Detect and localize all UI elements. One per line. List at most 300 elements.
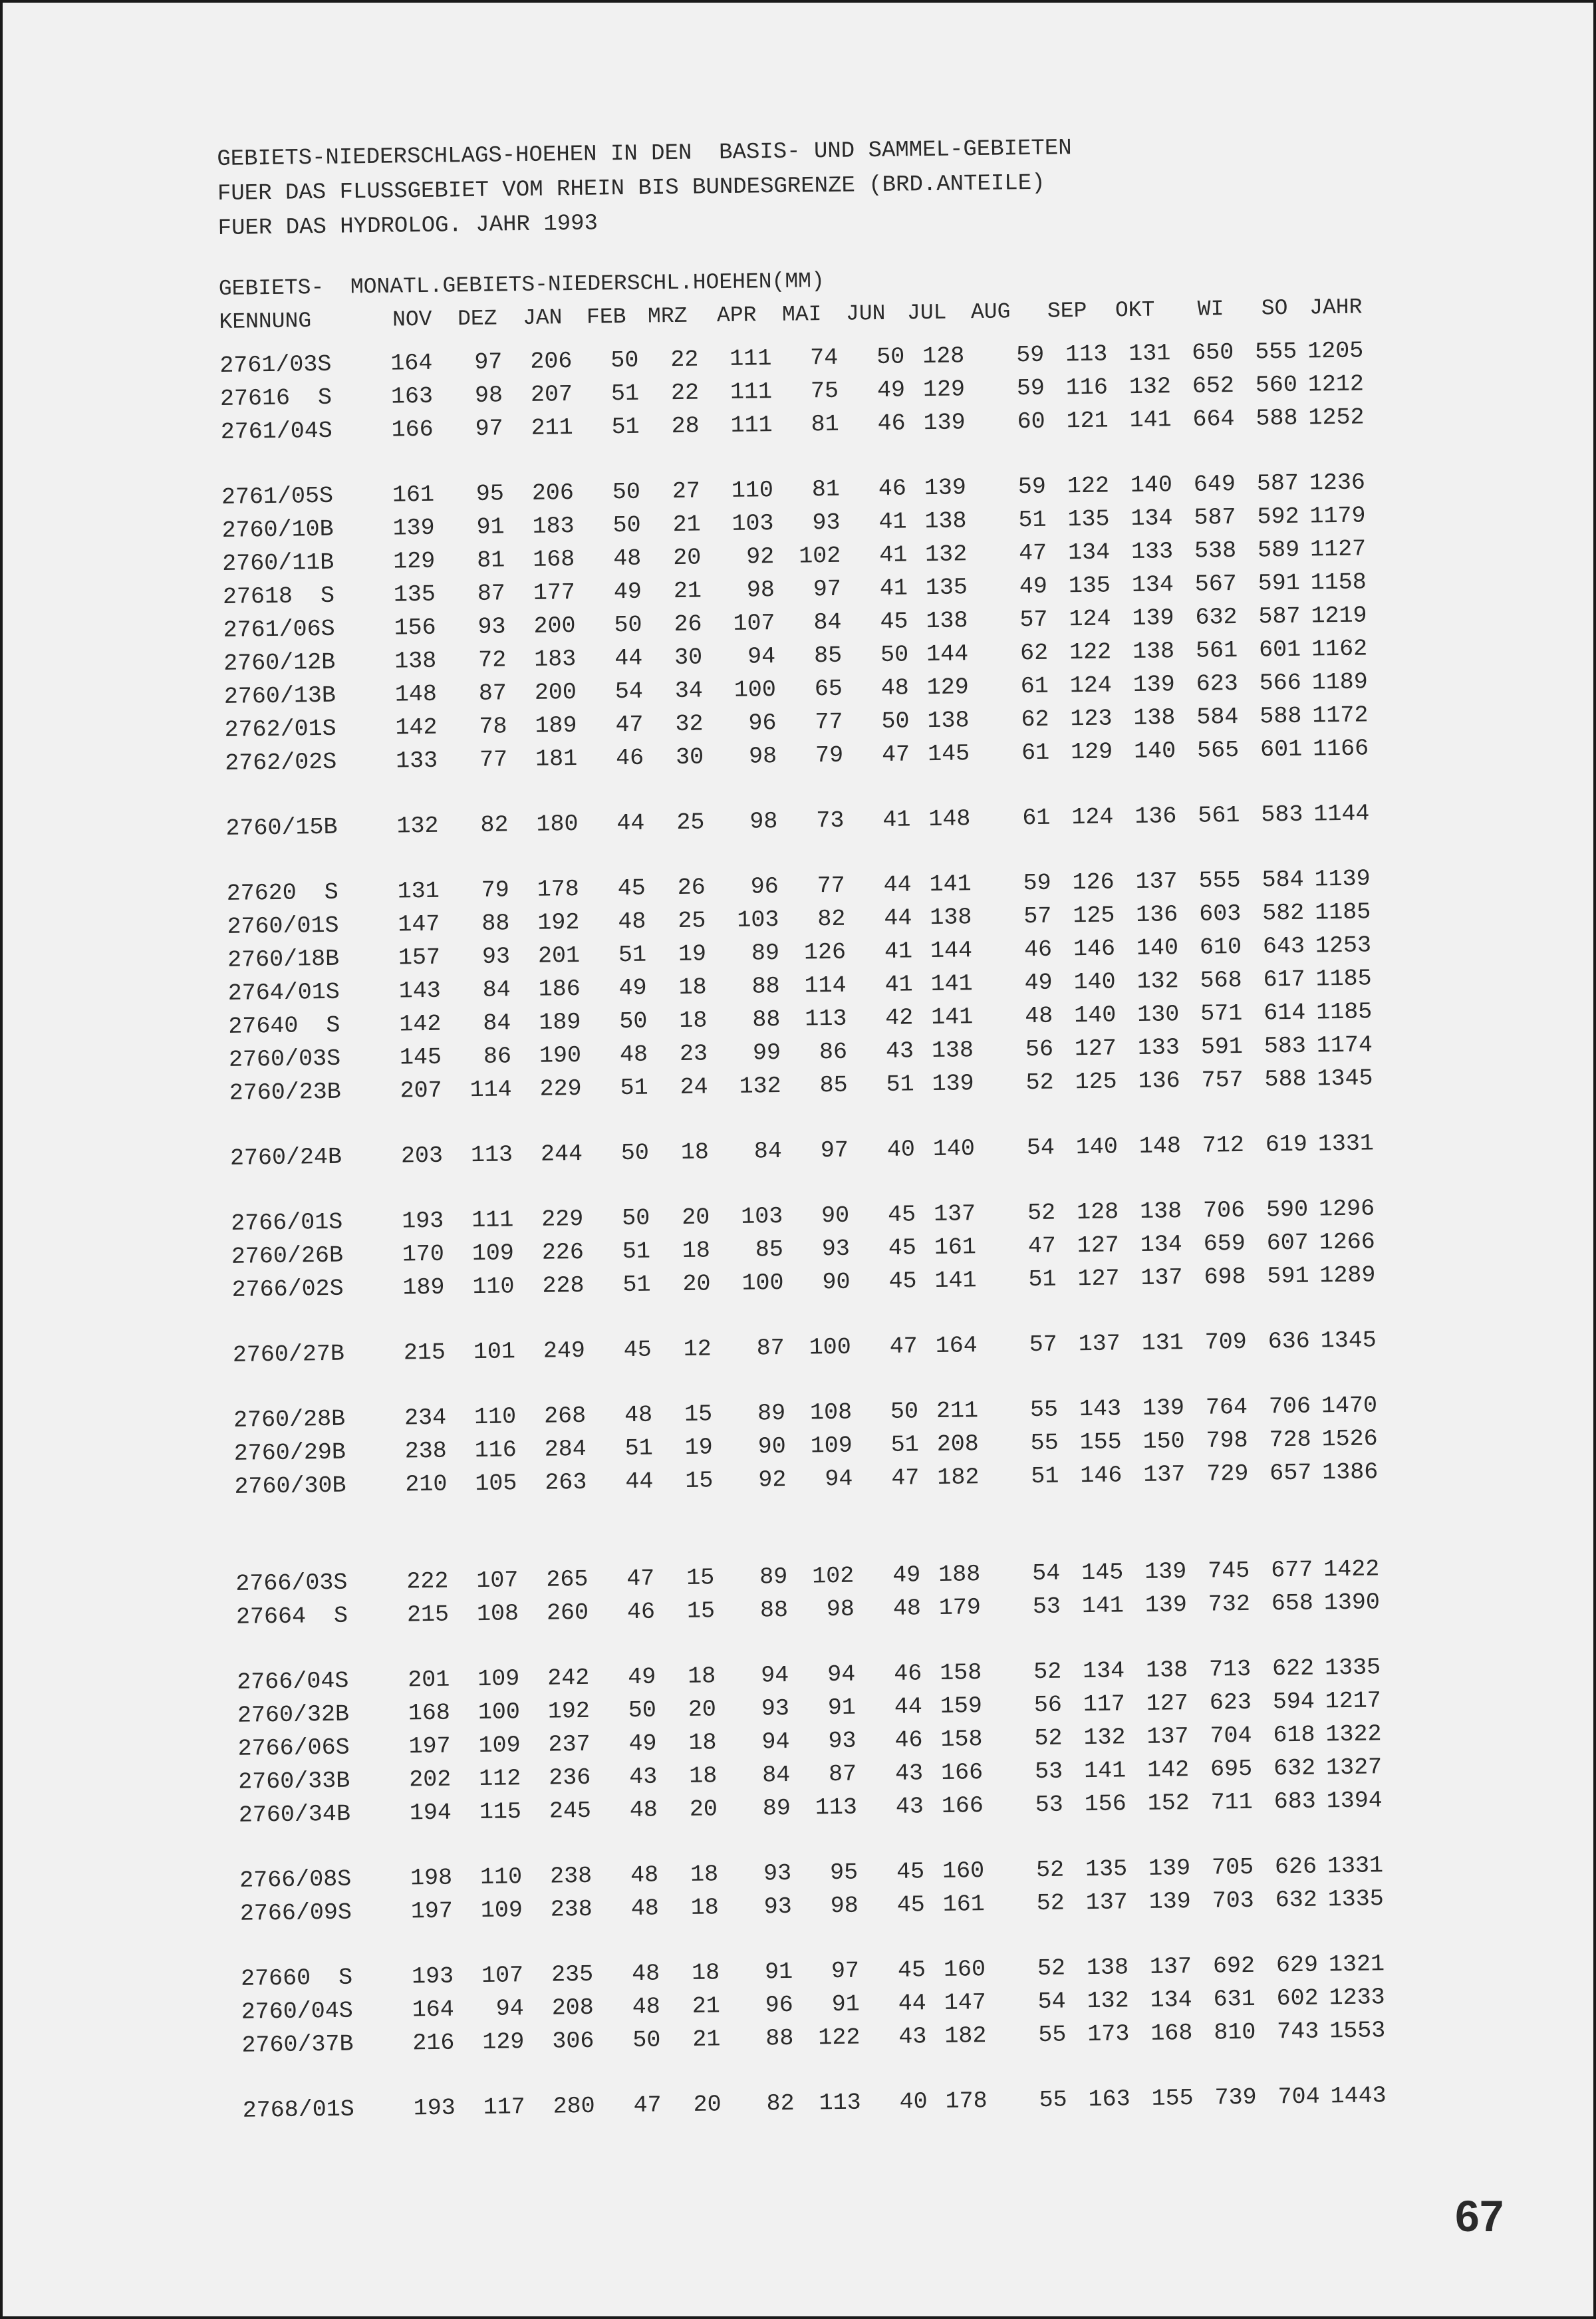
- value-cell: 135: [925, 574, 968, 602]
- value-cell: 55: [1029, 1396, 1059, 1424]
- value-cell: 163: [390, 382, 434, 410]
- value-cell: 51: [611, 413, 640, 441]
- value-cell: 60: [1017, 408, 1045, 436]
- value-cell: 73: [816, 807, 845, 835]
- value-cell: 145: [399, 1043, 442, 1071]
- value-cell: 132: [1083, 1724, 1126, 1752]
- value-cell: 617: [1263, 966, 1305, 994]
- area-id-cell: 27616 S: [219, 384, 332, 412]
- value-cell: 1443: [1330, 2082, 1387, 2110]
- value-cell: 141: [1083, 1757, 1127, 1785]
- value-cell: 1174: [1316, 1031, 1373, 1059]
- value-cell: 47: [889, 1333, 918, 1360]
- value-cell: 72: [477, 646, 507, 674]
- value-cell: 93: [828, 1727, 857, 1755]
- col-mai: MAI: [781, 302, 822, 327]
- value-cell: 110: [731, 477, 774, 504]
- value-cell: 228: [542, 1272, 585, 1299]
- value-cell: 618: [1273, 1721, 1315, 1749]
- value-cell: 49: [1019, 573, 1048, 601]
- value-cell: 186: [538, 975, 581, 1003]
- value-cell: 134: [1131, 571, 1174, 599]
- value-cell: 210: [405, 1470, 448, 1498]
- value-cell: 132: [1136, 968, 1179, 995]
- value-cell: 728: [1269, 1426, 1311, 1454]
- value-cell: 99: [752, 1039, 781, 1067]
- value-cell: 47: [1018, 539, 1047, 567]
- value-cell: 15: [686, 1597, 716, 1625]
- value-cell: 134: [1140, 1231, 1183, 1258]
- value-cell: 20: [688, 1696, 717, 1723]
- value-cell: 603: [1199, 900, 1242, 928]
- value-cell: 44: [614, 644, 643, 672]
- col-aug: AUG: [970, 299, 1011, 325]
- value-cell: 137: [933, 1200, 976, 1228]
- value-cell: 664: [1192, 406, 1235, 433]
- value-cell: 1185: [1315, 965, 1372, 993]
- value-cell: 145: [927, 740, 970, 768]
- area-id-cell: 2760/26B: [231, 1242, 344, 1270]
- value-cell: 51: [1031, 1462, 1059, 1490]
- area-id-cell: 2760/28B: [233, 1405, 346, 1434]
- value-cell: 649: [1193, 470, 1236, 498]
- value-cell: 116: [474, 1436, 517, 1464]
- col-so: SO: [1261, 295, 1288, 321]
- col-mrz: MRZ: [647, 303, 688, 329]
- area-id-cell: 2760/10B: [221, 515, 334, 544]
- header-gebiets: GEBIETS-: [218, 275, 325, 301]
- area-id-cell: 2760/27B: [232, 1340, 345, 1369]
- title-line-3: FUER DAS HYDROLOG. JAHR 1993: [217, 211, 598, 241]
- value-cell: 113: [470, 1141, 513, 1169]
- value-cell: 113: [819, 2089, 861, 2117]
- value-cell: 137: [1078, 1330, 1121, 1358]
- value-cell: 12: [683, 1335, 712, 1363]
- value-cell: 1526: [1321, 1425, 1378, 1453]
- value-cell: 695: [1210, 1755, 1253, 1783]
- value-cell: 306: [552, 2027, 595, 2055]
- value-cell: 45: [888, 1234, 917, 1262]
- value-cell: 139: [1148, 1888, 1192, 1915]
- value-cell: 141: [934, 1267, 977, 1295]
- value-cell: 91: [827, 1694, 857, 1722]
- area-id-cell: 2760/01S: [227, 912, 339, 940]
- value-cell: 95: [829, 1859, 859, 1887]
- value-cell: 1266: [1319, 1228, 1376, 1256]
- value-cell: 140: [1075, 1133, 1119, 1161]
- value-cell: 50: [621, 1204, 650, 1232]
- value-cell: 139: [923, 409, 966, 437]
- value-cell: 100: [741, 1269, 784, 1297]
- value-cell: 1327: [1325, 1754, 1383, 1782]
- value-cell: 583: [1261, 801, 1303, 829]
- value-cell: 43: [628, 1763, 658, 1791]
- value-cell: 166: [391, 416, 434, 444]
- value-cell: 582: [1262, 899, 1305, 927]
- table-row: [225, 799, 1442, 849]
- value-cell: 41: [878, 541, 908, 569]
- value-cell: 194: [409, 1799, 452, 1827]
- value-cell: 41: [879, 575, 908, 603]
- value-cell: 117: [483, 2094, 525, 2121]
- value-cell: 643: [1262, 932, 1305, 960]
- area-id-cell: 2760/13B: [223, 682, 336, 710]
- value-cell: 84: [483, 1010, 511, 1037]
- value-cell: 135: [1068, 572, 1111, 600]
- value-cell: 45: [887, 1201, 916, 1228]
- value-cell: 178: [945, 2088, 988, 2115]
- value-cell: 238: [549, 1862, 593, 1890]
- area-id-cell: 2760/37B: [241, 2030, 354, 2059]
- value-cell: 47: [615, 711, 644, 739]
- area-id-cell: 2760/29B: [233, 1438, 346, 1467]
- value-cell: 1172: [1312, 702, 1369, 730]
- value-cell: 45: [880, 608, 908, 636]
- value-cell: 26: [674, 611, 702, 638]
- value-cell: 632: [1195, 603, 1238, 631]
- value-cell: 163: [1088, 2086, 1130, 2114]
- value-cell: 592: [1257, 503, 1299, 531]
- value-cell: 560: [1255, 371, 1298, 399]
- value-cell: 50: [612, 511, 641, 539]
- value-cell: 98: [830, 1892, 859, 1920]
- value-cell: 52: [1035, 1856, 1065, 1884]
- value-cell: 94: [495, 1995, 525, 2022]
- table-row: [233, 1326, 1450, 1375]
- value-cell: 158: [940, 1726, 983, 1753]
- value-cell: 190: [539, 1041, 582, 1069]
- value-cell: 51: [618, 941, 647, 969]
- area-id-cell: 2766/09S: [239, 1899, 352, 1927]
- value-cell: 138: [1086, 1954, 1129, 1982]
- value-cell: 44: [898, 1990, 926, 2017]
- value-cell: 82: [766, 2090, 795, 2117]
- value-cell: 117: [1083, 1691, 1126, 1718]
- value-cell: 50: [610, 346, 639, 374]
- value-cell: 82: [817, 905, 846, 933]
- value-cell: 591: [1258, 569, 1301, 597]
- area-id-cell: 2760/23B: [229, 1078, 341, 1107]
- col-kennung: KENNUNG: [219, 309, 312, 335]
- value-cell: 244: [540, 1140, 583, 1168]
- value-cell: 1127: [1309, 535, 1367, 563]
- value-cell: 78: [479, 713, 507, 740]
- value-cell: 46: [877, 410, 906, 438]
- value-cell: 591: [1267, 1262, 1309, 1290]
- value-cell: 98: [746, 577, 775, 604]
- col-wi: WI: [1197, 297, 1224, 322]
- value-cell: 87: [756, 1334, 785, 1362]
- value-cell: 260: [546, 1599, 589, 1627]
- value-cell: 703: [1212, 1887, 1255, 1915]
- value-cell: 588: [1260, 702, 1302, 730]
- area-id-cell: 2761/05S: [221, 482, 334, 511]
- value-cell: 238: [404, 1437, 448, 1465]
- value-cell: 125: [1073, 902, 1115, 930]
- value-cell: 59: [1023, 869, 1051, 897]
- value-cell: 122: [1067, 472, 1110, 500]
- value-cell: 48: [1025, 1002, 1053, 1030]
- value-cell: 105: [475, 1470, 517, 1498]
- value-cell: 141: [930, 970, 973, 998]
- value-cell: 61: [1022, 804, 1051, 832]
- value-cell: 1139: [1314, 865, 1371, 893]
- value-cell: 77: [815, 708, 843, 736]
- value-cell: 108: [809, 1399, 853, 1427]
- value-cell: 91: [476, 513, 505, 541]
- value-cell: 179: [938, 1594, 982, 1621]
- value-cell: 74: [810, 344, 839, 372]
- value-cell: 1205: [1307, 337, 1364, 365]
- value-cell: 103: [737, 906, 779, 934]
- value-cell: 51: [890, 1431, 919, 1458]
- value-cell: 206: [531, 479, 575, 507]
- area-id-cell: 2766/08S: [239, 1865, 352, 1894]
- value-cell: 659: [1203, 1230, 1246, 1258]
- value-cell: 138: [930, 904, 972, 932]
- value-cell: 692: [1212, 1952, 1256, 1980]
- value-cell: 53: [1032, 1593, 1061, 1621]
- value-cell: 57: [1023, 902, 1052, 930]
- value-cell: 245: [549, 1797, 592, 1825]
- value-cell: 139: [1142, 1395, 1185, 1422]
- value-cell: 47: [881, 741, 910, 768]
- value-cell: 41: [884, 938, 913, 965]
- value-cell: 1386: [1322, 1458, 1379, 1486]
- value-cell: 19: [678, 940, 707, 968]
- value-cell: 193: [401, 1207, 444, 1235]
- value-cell: 89: [757, 1399, 786, 1427]
- value-cell: 122: [1069, 638, 1112, 666]
- value-cell: 138: [927, 707, 970, 735]
- value-cell: 103: [732, 510, 774, 537]
- value-cell: 555: [1198, 867, 1241, 894]
- value-cell: 132: [396, 812, 439, 840]
- value-cell: 140: [1130, 472, 1173, 499]
- value-cell: 160: [943, 1956, 986, 1983]
- value-cell: 584: [1196, 703, 1239, 731]
- value-cell: 113: [1065, 341, 1108, 368]
- value-cell: 50: [890, 1398, 919, 1425]
- header-monthly-title: MONATL.GEBIETS-NIEDERSCHL.HOEHEN(MM): [350, 269, 825, 300]
- value-cell: 47: [633, 2092, 662, 2119]
- value-cell: 739: [1214, 2084, 1257, 2112]
- value-cell: 48: [630, 1895, 660, 1923]
- value-cell: 158: [939, 1659, 982, 1687]
- value-cell: 22: [670, 379, 700, 407]
- value-cell: 18: [688, 1729, 717, 1756]
- value-cell: 565: [1196, 736, 1240, 764]
- title-line-2: FUER DAS FLUSSGEBIET VOM RHEIN BIS BUNDESGRENZE (BRD.ANTEILE): [217, 170, 1045, 207]
- value-cell: 109: [471, 1240, 515, 1268]
- value-cell: 45: [896, 1891, 926, 1919]
- value-cell: 137: [1085, 1889, 1129, 1917]
- value-cell: 21: [692, 1992, 721, 2020]
- value-cell: 632: [1273, 1754, 1316, 1782]
- value-cell: 87: [478, 680, 507, 707]
- value-cell: 96: [748, 710, 777, 737]
- value-cell: 626: [1274, 1853, 1317, 1881]
- value-cell: 132: [1129, 373, 1172, 401]
- value-cell: 127: [1146, 1690, 1189, 1717]
- value-cell: 589: [1257, 536, 1300, 564]
- value-cell: 53: [1035, 1791, 1064, 1819]
- value-cell: 142: [1146, 1756, 1190, 1784]
- value-cell: 52: [1036, 1889, 1065, 1917]
- value-cell: 88: [759, 1596, 789, 1624]
- value-cell: 59: [1016, 374, 1045, 402]
- value-cell: 711: [1210, 1788, 1254, 1816]
- value-cell: 18: [688, 1762, 718, 1790]
- value-cell: 650: [1191, 339, 1234, 366]
- value-cell: 20: [681, 1204, 710, 1231]
- value-cell: 133: [1137, 1034, 1180, 1061]
- value-cell: 43: [895, 1793, 924, 1820]
- value-cell: 61: [1020, 672, 1049, 700]
- value-cell: 159: [940, 1693, 983, 1720]
- value-cell: 610: [1199, 933, 1242, 961]
- value-cell: 113: [815, 1794, 858, 1822]
- value-cell: 658: [1271, 1589, 1314, 1617]
- value-cell: 1236: [1309, 469, 1366, 497]
- value-cell: 1335: [1324, 1654, 1381, 1682]
- value-cell: 144: [926, 640, 969, 668]
- value-cell: 139: [392, 514, 435, 542]
- value-cell: 133: [1130, 538, 1174, 566]
- value-cell: 538: [1194, 537, 1237, 565]
- value-cell: 134: [1150, 1986, 1192, 2014]
- value-cell: 229: [541, 1205, 584, 1233]
- value-cell: 200: [533, 613, 576, 640]
- value-cell: 49: [627, 1663, 656, 1691]
- value-cell: 96: [765, 1991, 793, 2019]
- area-id-cell: 2760/32B: [237, 1701, 350, 1729]
- value-cell: 101: [473, 1338, 516, 1366]
- value-cell: 48: [892, 1595, 922, 1622]
- value-cell: 102: [798, 542, 841, 570]
- value-cell: 85: [819, 1071, 848, 1099]
- value-cell: 111: [730, 378, 773, 406]
- value-cell: 52: [1033, 1658, 1062, 1686]
- value-cell: 109: [477, 1665, 520, 1693]
- value-cell: 81: [811, 410, 839, 438]
- value-cell: 84: [813, 609, 842, 636]
- value-cell: 52: [1025, 1069, 1054, 1097]
- value-cell: 112: [478, 1765, 521, 1793]
- value-cell: 48: [630, 1861, 659, 1889]
- value-cell: 129: [482, 2028, 525, 2056]
- value-cell: 139: [1148, 1855, 1191, 1882]
- value-cell: 109: [478, 1732, 521, 1760]
- value-cell: 181: [535, 745, 578, 773]
- area-id-cell: 2760/34B: [238, 1800, 351, 1829]
- table-row: [242, 2082, 1459, 2131]
- value-cell: 49: [876, 376, 906, 404]
- value-cell: 107: [733, 610, 775, 637]
- value-cell: 51: [610, 380, 640, 408]
- value-cell: 48: [618, 908, 646, 936]
- value-cell: 79: [481, 877, 510, 904]
- value-cell: 98: [749, 808, 778, 835]
- area-id-cell: 27620 S: [226, 879, 339, 907]
- value-cell: 109: [480, 1897, 523, 1925]
- value-cell: 147: [944, 1989, 986, 2016]
- value-cell: 45: [623, 1336, 652, 1364]
- area-id-cell: 2760/03S: [228, 1045, 341, 1073]
- value-cell: 161: [392, 481, 435, 509]
- value-cell: 46: [615, 744, 644, 772]
- value-cell: 764: [1205, 1393, 1248, 1421]
- value-cell: 729: [1206, 1460, 1249, 1488]
- value-cell: 148: [394, 680, 438, 708]
- value-cell: 138: [1145, 1657, 1188, 1684]
- value-cell: 235: [551, 1961, 594, 1988]
- col-okt: OKT: [1115, 297, 1155, 323]
- value-cell: 555: [1254, 338, 1297, 366]
- value-cell: 138: [1133, 704, 1176, 732]
- value-cell: 208: [936, 1431, 979, 1458]
- value-cell: 21: [692, 2026, 721, 2053]
- value-cell: 102: [812, 1562, 855, 1590]
- value-cell: 84: [482, 976, 511, 1004]
- area-id-cell: 2766/06S: [237, 1734, 350, 1762]
- value-cell: 47: [626, 1565, 655, 1593]
- value-cell: 110: [479, 1863, 523, 1891]
- value-cell: 614: [1263, 999, 1306, 1027]
- value-cell: 168: [1150, 2020, 1193, 2047]
- value-cell: 704: [1277, 2083, 1320, 2111]
- value-cell: 136: [1134, 803, 1177, 831]
- col-dez: DEZ: [457, 306, 497, 332]
- value-cell: 134: [1082, 1657, 1125, 1685]
- value-cell: 138: [394, 647, 437, 675]
- value-cell: 41: [882, 806, 911, 833]
- value-cell: 50: [881, 708, 910, 735]
- value-cell: 211: [531, 414, 573, 442]
- value-cell: 216: [412, 2029, 455, 2057]
- value-cell: 202: [408, 1766, 452, 1794]
- value-cell: 139: [932, 1070, 974, 1098]
- value-cell: 561: [1198, 801, 1240, 829]
- value-cell: 1331: [1317, 1130, 1375, 1158]
- value-cell: 810: [1214, 2018, 1256, 2046]
- value-cell: 89: [751, 940, 780, 967]
- value-cell: 127: [1077, 1265, 1120, 1293]
- value-cell: 161: [934, 1234, 977, 1262]
- value-cell: 86: [819, 1038, 848, 1066]
- value-cell: 111: [730, 412, 773, 439]
- value-cell: 280: [553, 2092, 595, 2120]
- value-cell: 141: [1129, 406, 1172, 434]
- value-cell: 133: [395, 747, 438, 775]
- value-cell: 47: [1027, 1232, 1057, 1260]
- value-cell: 57: [1019, 606, 1048, 634]
- value-cell: 49: [892, 1562, 921, 1589]
- value-cell: 1219: [1311, 602, 1367, 630]
- value-cell: 137: [1140, 1264, 1183, 1292]
- value-cell: 1321: [1328, 1951, 1385, 1978]
- area-id-cell: 2762/02S: [224, 748, 337, 777]
- value-cell: 93: [763, 1859, 792, 1887]
- value-cell: 49: [628, 1730, 657, 1758]
- value-cell: 706: [1268, 1393, 1311, 1421]
- value-cell: 131: [1141, 1329, 1184, 1357]
- value-cell: 1233: [1329, 1984, 1385, 2012]
- value-cell: 139: [924, 474, 967, 502]
- value-cell: 57: [1029, 1331, 1058, 1359]
- value-cell: 43: [885, 1037, 914, 1065]
- value-cell: 41: [884, 971, 913, 998]
